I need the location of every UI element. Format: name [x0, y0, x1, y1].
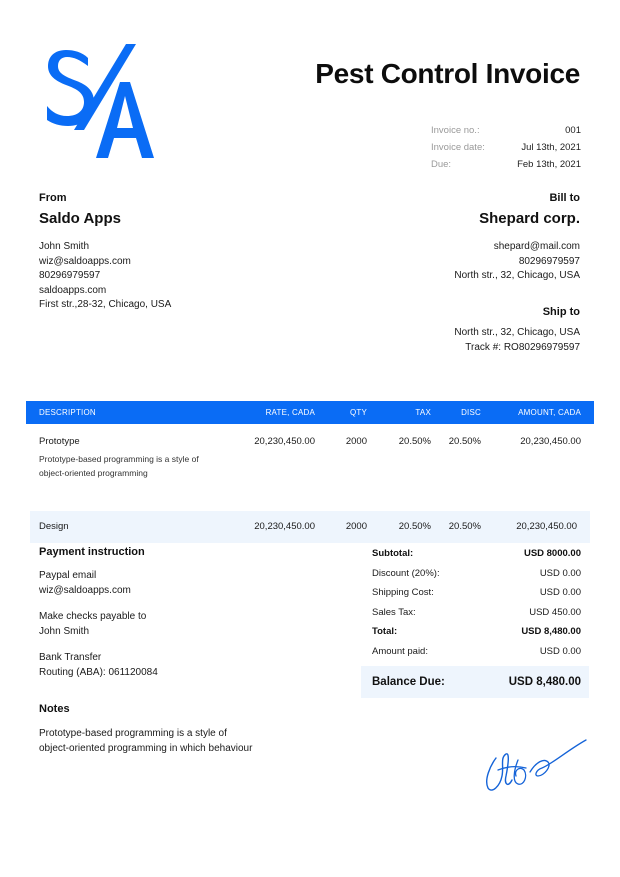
meta-label: Due: — [431, 159, 452, 170]
table-row — [26, 424, 594, 511]
total-label: Subtotal: — [372, 548, 414, 560]
payment-label: Paypal email — [39, 570, 97, 581]
total-label: Shipping Cost: — [372, 587, 434, 599]
total-label: Sales Tax: — [372, 606, 416, 618]
payment-instruction-section — [39, 546, 299, 680]
meta-invoice-no — [431, 122, 581, 139]
line-items-table — [26, 401, 594, 543]
bill-to-company-name: Shepard corp. — [479, 210, 580, 227]
payment-label: Make checks payable to — [39, 611, 147, 622]
sales-tax-row — [361, 603, 589, 623]
balance-due-row — [361, 666, 589, 698]
payment-bank-transfer — [39, 650, 299, 680]
payment-checks — [39, 609, 299, 639]
notes-text — [39, 727, 339, 756]
payment-value: wiz@saldoapps.com — [39, 585, 131, 596]
ship-to-heading: Ship to — [542, 306, 580, 318]
from-phone: 80296979597 — [39, 270, 101, 281]
subtotal-row — [361, 544, 589, 564]
column-header-qty: QTY — [349, 408, 367, 417]
from-website: saldoapps.com — [39, 284, 107, 296]
total-label: Total: — [372, 626, 398, 638]
invoice-meta — [431, 122, 581, 173]
meta-value: Jul 13th, 2021 — [521, 142, 581, 153]
invoice-title: Pest Control Invoice — [315, 58, 580, 89]
bill-to-section — [330, 192, 580, 284]
item-disc: 20.50% — [448, 436, 481, 447]
item-tax: 20.50% — [398, 521, 431, 532]
payment-paypal — [39, 568, 299, 598]
column-header-amount: AMOUNT, CADA — [518, 408, 581, 417]
total-value: USD 0.00 — [539, 587, 581, 599]
item-qty: 2000 — [345, 436, 367, 447]
item-qty: 2000 — [345, 521, 367, 532]
payment-value: Routing (ABA): 061120084 — [39, 667, 158, 678]
total-value: USD 8000.00 — [523, 548, 581, 560]
balance-value: USD 8,480.00 — [508, 676, 581, 688]
total-label: Amount paid: — [372, 645, 428, 657]
item-disc: 20.50% — [448, 521, 481, 532]
from-address: First str.,28-32, Chicago, USA — [39, 299, 172, 310]
item-name: Design — [39, 521, 69, 532]
total-row — [361, 622, 589, 642]
meta-label: Invoice date: — [431, 142, 485, 153]
total-value: USD 450.00 — [529, 606, 581, 618]
item-description-cell — [30, 521, 209, 532]
discount-row — [361, 564, 589, 584]
bill-to-email: shepard@mail.com — [493, 241, 580, 252]
item-description: Prototype-based programming is a style of object-oriented programming — [39, 454, 199, 478]
shipping-row — [361, 583, 589, 603]
notes-line: Prototype-based programming is a style of — [39, 728, 227, 739]
meta-invoice-date — [431, 139, 581, 156]
meta-value: Feb 13th, 2021 — [517, 159, 581, 170]
item-amount: 20,230,450.00 — [516, 521, 577, 532]
from-heading: From — [39, 192, 67, 204]
total-label: Discount (20%): — [372, 567, 440, 579]
signature — [482, 736, 592, 796]
column-header-rate: RATE, CADA — [265, 408, 315, 417]
balance-label: Balance Due: — [372, 676, 445, 688]
meta-due-date — [431, 156, 581, 173]
meta-value: 001 — [565, 125, 581, 136]
notes-line: object-oriented programming in which behaviour — [39, 742, 253, 754]
meta-label: Invoice no.: — [431, 125, 480, 136]
notes-heading: Notes — [39, 703, 70, 715]
from-details — [39, 240, 289, 313]
item-tax: 20.50% — [398, 436, 431, 447]
bill-to-heading: Bill to — [549, 192, 580, 204]
item-name: Prototype — [39, 436, 80, 447]
column-header-disc: DISC — [461, 408, 481, 417]
total-value: USD 0.00 — [539, 645, 581, 657]
ship-to-details — [330, 326, 580, 355]
totals-section — [361, 544, 589, 698]
ship-to-section — [330, 306, 580, 355]
bill-to-phone: 80296979597 — [518, 255, 580, 267]
item-rate: 20,230,450.00 — [254, 521, 315, 532]
bill-to-address: North str., 32, Chicago, USA — [454, 270, 580, 281]
payment-heading: Payment instruction — [39, 546, 145, 558]
column-header-description: DESCRIPTION — [39, 408, 96, 417]
from-email: wiz@saldoapps.com — [39, 255, 131, 267]
ship-to-tracking: Track #: RO80296979597 — [465, 341, 580, 353]
bill-to-details — [330, 240, 580, 284]
total-value: USD 0.00 — [539, 567, 581, 579]
ship-to-address: North str., 32, Chicago, USA — [454, 327, 580, 338]
item-amount: 20,230,450.00 — [520, 436, 581, 447]
table-header — [26, 401, 594, 424]
amount-paid-row — [361, 642, 589, 662]
table-row — [30, 511, 590, 543]
from-company-name: Saldo Apps — [39, 210, 121, 227]
payment-value: John Smith — [39, 626, 90, 637]
payment-label: Bank Transfer — [39, 652, 102, 663]
from-contact-name: John Smith — [39, 241, 90, 252]
total-value: USD 8,480.00 — [521, 626, 581, 638]
company-logo — [44, 44, 156, 160]
notes-section — [39, 703, 339, 756]
item-description-cell — [26, 436, 209, 480]
item-rate: 20,230,450.00 — [254, 436, 315, 447]
from-section — [39, 192, 289, 313]
column-header-tax: TAX — [415, 408, 431, 417]
